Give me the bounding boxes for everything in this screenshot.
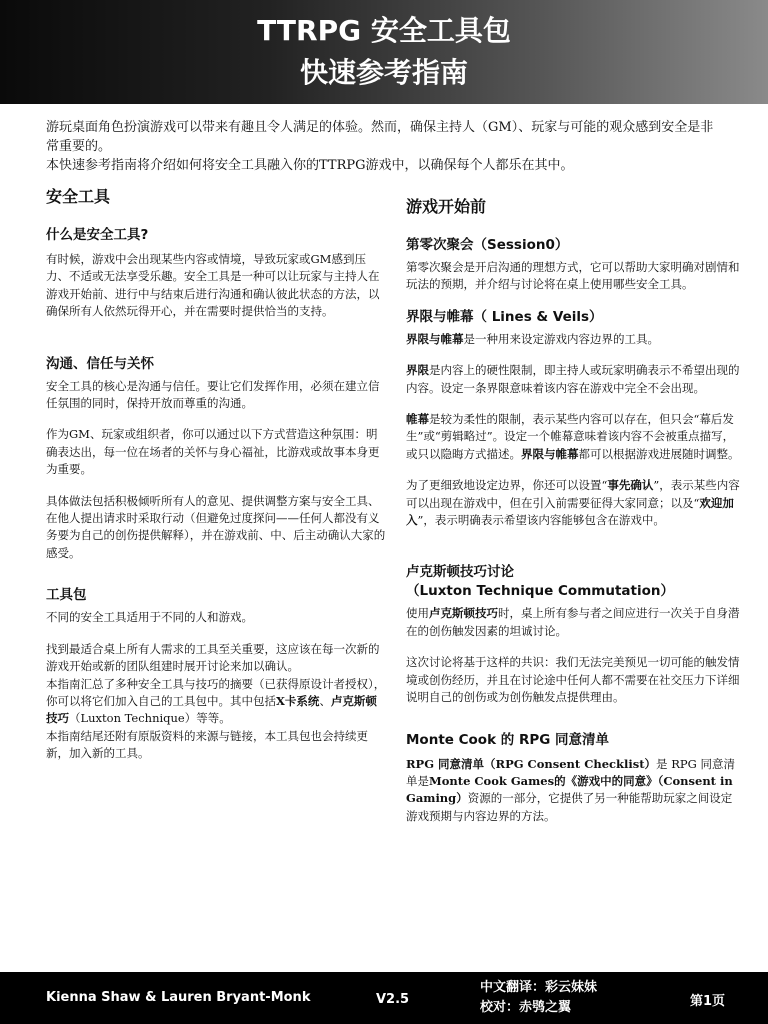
consent-in-gaming-term: Monte Cook Games的《游戏中的同意》（Consent in Gaming） (406, 773, 733, 806)
page-title-line1: TTRPG 安全工具包 (257, 14, 511, 47)
luxton-text-2: 这次讨论将基于这样的共识：我们无法完美预见一切可能的触发情境或创伤经历，并且在讨论途中任何人都不需要在社交压力下详细说明自己的创伤或为创伤触发点提供理由。 (406, 655, 740, 705)
intro (46, 118, 726, 175)
luxton-text-1c: 时，桌上所有参与者之间应进行一次关于自身潜在的创伤触发因素的坦诚讨论。 (406, 606, 740, 638)
toolkit-text-3 (46, 676, 386, 728)
veils-text-rest: 是较为柔性的限制，表示某些内容可以存在，但只会“幕后发生”或“剪辑略过”。设定一个帷幕意味着该内容不会被重点描写，或只以隐晦方式描述。 (406, 412, 735, 461)
session-zero-heading: 第零次聚会（Session0） (406, 237, 569, 253)
veils-text-end: 都可以根据游戏进展随时调整。 (578, 446, 740, 461)
welcome-term: 欢迎加入 (406, 495, 734, 528)
ask-first-text (406, 477, 741, 529)
lines-text-rest: 是内容上的硬性限制，即主持人或玩家明确表示不希望出现的内容。设定一条界限意味着该内容在游戏中完全不会出现。 (406, 363, 740, 395)
translator: 中文翻译：彩云妹妹 (480, 980, 598, 995)
communication-heading: 沟通、信任与关怀 (46, 355, 154, 372)
x-card-term: X卡系统 (276, 693, 320, 708)
session-zero-text: 第零次聚会是开启沟通的理想方式，它可以帮助大家明确对剧情和玩法的预期，并介绍与讨论将在桌上使用哪些安全工具。 (406, 260, 740, 292)
monte-cook-text (406, 756, 741, 826)
toolkit-text-3d: （Luxton Technique）等等。 (69, 711, 231, 726)
veils-text (406, 411, 741, 463)
left-column (46, 186, 386, 763)
lines-text (406, 362, 741, 397)
communication-text-1: 安全工具的核心是沟通与信任。要让它们发挥作用，必须在建立信任氛围的同时，保持开放而尊重的沟通。 (46, 378, 380, 411)
what-are-safety-tools-heading: 什么是安全工具? (46, 227, 149, 243)
before-game-heading: 游戏开始前 (406, 197, 487, 216)
toolkit-text-3c: 、 (319, 693, 331, 708)
lines-term: 界限 (406, 363, 429, 378)
ask-first-term: 事先确认 (607, 478, 654, 493)
monte-cook-text-a: 是 RPG 同意清单是 (406, 756, 735, 788)
version: V2.5 (376, 992, 410, 1007)
what-are-safety-tools-text: 有时候，游戏中会出现某些内容或情境，导致玩家或GM感到压力、不适或无法享受乐趣。安全工具是一种可以让玩家与主持人在游戏开始前、进行中与结束后进行沟通和确认彼此状态的方法，以确保所有人依然玩得开心，并在需要时提供恰当的支持。 (46, 252, 380, 319)
page-number: 第1页 (690, 994, 726, 1009)
toolkit-heading: 工具包 (46, 587, 87, 604)
intro-paragraph-2: 本快速参考指南将介绍如何将安全工具融入你的TTRPG游戏中，以确保每个人都乐在其中。 (46, 158, 574, 173)
lines-veils-text-1 (406, 331, 741, 348)
luxton-term: 卢克斯顿技巧 (46, 693, 377, 726)
intro-paragraph-1: 游玩桌面角色扮演游戏可以带来有趣且令人满足的体验。然而，确保主持人（GM）、玩家与可能的观众感到安全是非常重要的。 (46, 120, 714, 154)
monte-cook-text-c: 资源的一部分，它提供了另一种能帮助玩家之间设定游戏预期与内容边界的方法。 (406, 791, 733, 823)
ask-first-d: ”，表示明确表示希望该内容能够包含在游戏中。 (417, 513, 665, 528)
toolkit-text-3a: 本指南汇总了多种安全工具与技巧的摘要（已获得原设计者授权），你可以将它们加入自己的工具包中。其中包括 (46, 676, 386, 708)
toolkit-text-4: 本指南结尾还附有原版资料的来源与链接，本工具包也会持续更新，加入新的工具。 (46, 728, 368, 761)
lines-veils-term: 界限与帷幕 (406, 331, 464, 346)
luxton-term-right: 卢克斯顿技巧 (429, 606, 498, 621)
header-banner (0, 0, 768, 104)
lines-veils-term-2: 界限与帷幕 (521, 446, 579, 461)
monte-cook-heading: Monte Cook 的 RPG 同意清单 (406, 731, 610, 748)
toolkit-text-2: 找到最适合桌上所有人需求的工具至关重要，这应该在每一次新的游戏开始或新的团队组建时展开讨论来加以确认。 (46, 641, 380, 674)
ask-first-a: 为了更细致地设定边界，你还可以设置“ (406, 478, 608, 493)
luxton-text-1a: 使用 (406, 606, 429, 621)
consent-checklist-term: RPG 同意清单（RPG Consent Checklist） (406, 756, 657, 771)
safety-tools-heading: 安全工具 (46, 187, 111, 206)
ask-first-c: ”，表示某些内容可以出现在游戏中，但在引入前需要征得大家同意；以及“ (406, 478, 740, 510)
communication-text-3: 具体做法包括积极倾听所有人的意见、提供调整方案与安全工具、在他人提出请求时采取行动（但避免过度探问——任何人都没有义务要为自己的创伤提供解释），并在游戏前、中、后主动确认大家的感受。 (46, 493, 386, 560)
authors: Kienna Shaw & Lauren Bryant-Monk (46, 990, 311, 1005)
luxton-heading-line1: 卢克斯顿技巧讨论 (406, 564, 514, 581)
veils-term: 帷幕 (406, 412, 429, 427)
right-column (406, 186, 741, 825)
page-title-line2: 快速参考指南 (299, 56, 468, 89)
luxton-heading-line2: （Luxton Technique Commutation） (406, 583, 674, 600)
credits (480, 978, 597, 1018)
proofreader: 校对：赤鸮之翼 (480, 1000, 572, 1015)
footer-bar (0, 972, 768, 1024)
lines-veils-heading: 界限与帷幕（ Lines & Veils） (406, 308, 603, 325)
communication-text-2: 作为GM、玩家或组织者，你可以通过以下方式营造这种氛围：明确表达出，每一位在场者的关怀与身心福祉，比游戏或故事本身更为重要。 (46, 427, 380, 477)
toolkit-text-1: 不同的安全工具适用于不同的人和游戏。 (46, 610, 253, 625)
lines-veils-text-1-rest: 是一种用来设定游戏内容边界的工具。 (463, 331, 659, 346)
luxton-text-1 (406, 605, 741, 640)
